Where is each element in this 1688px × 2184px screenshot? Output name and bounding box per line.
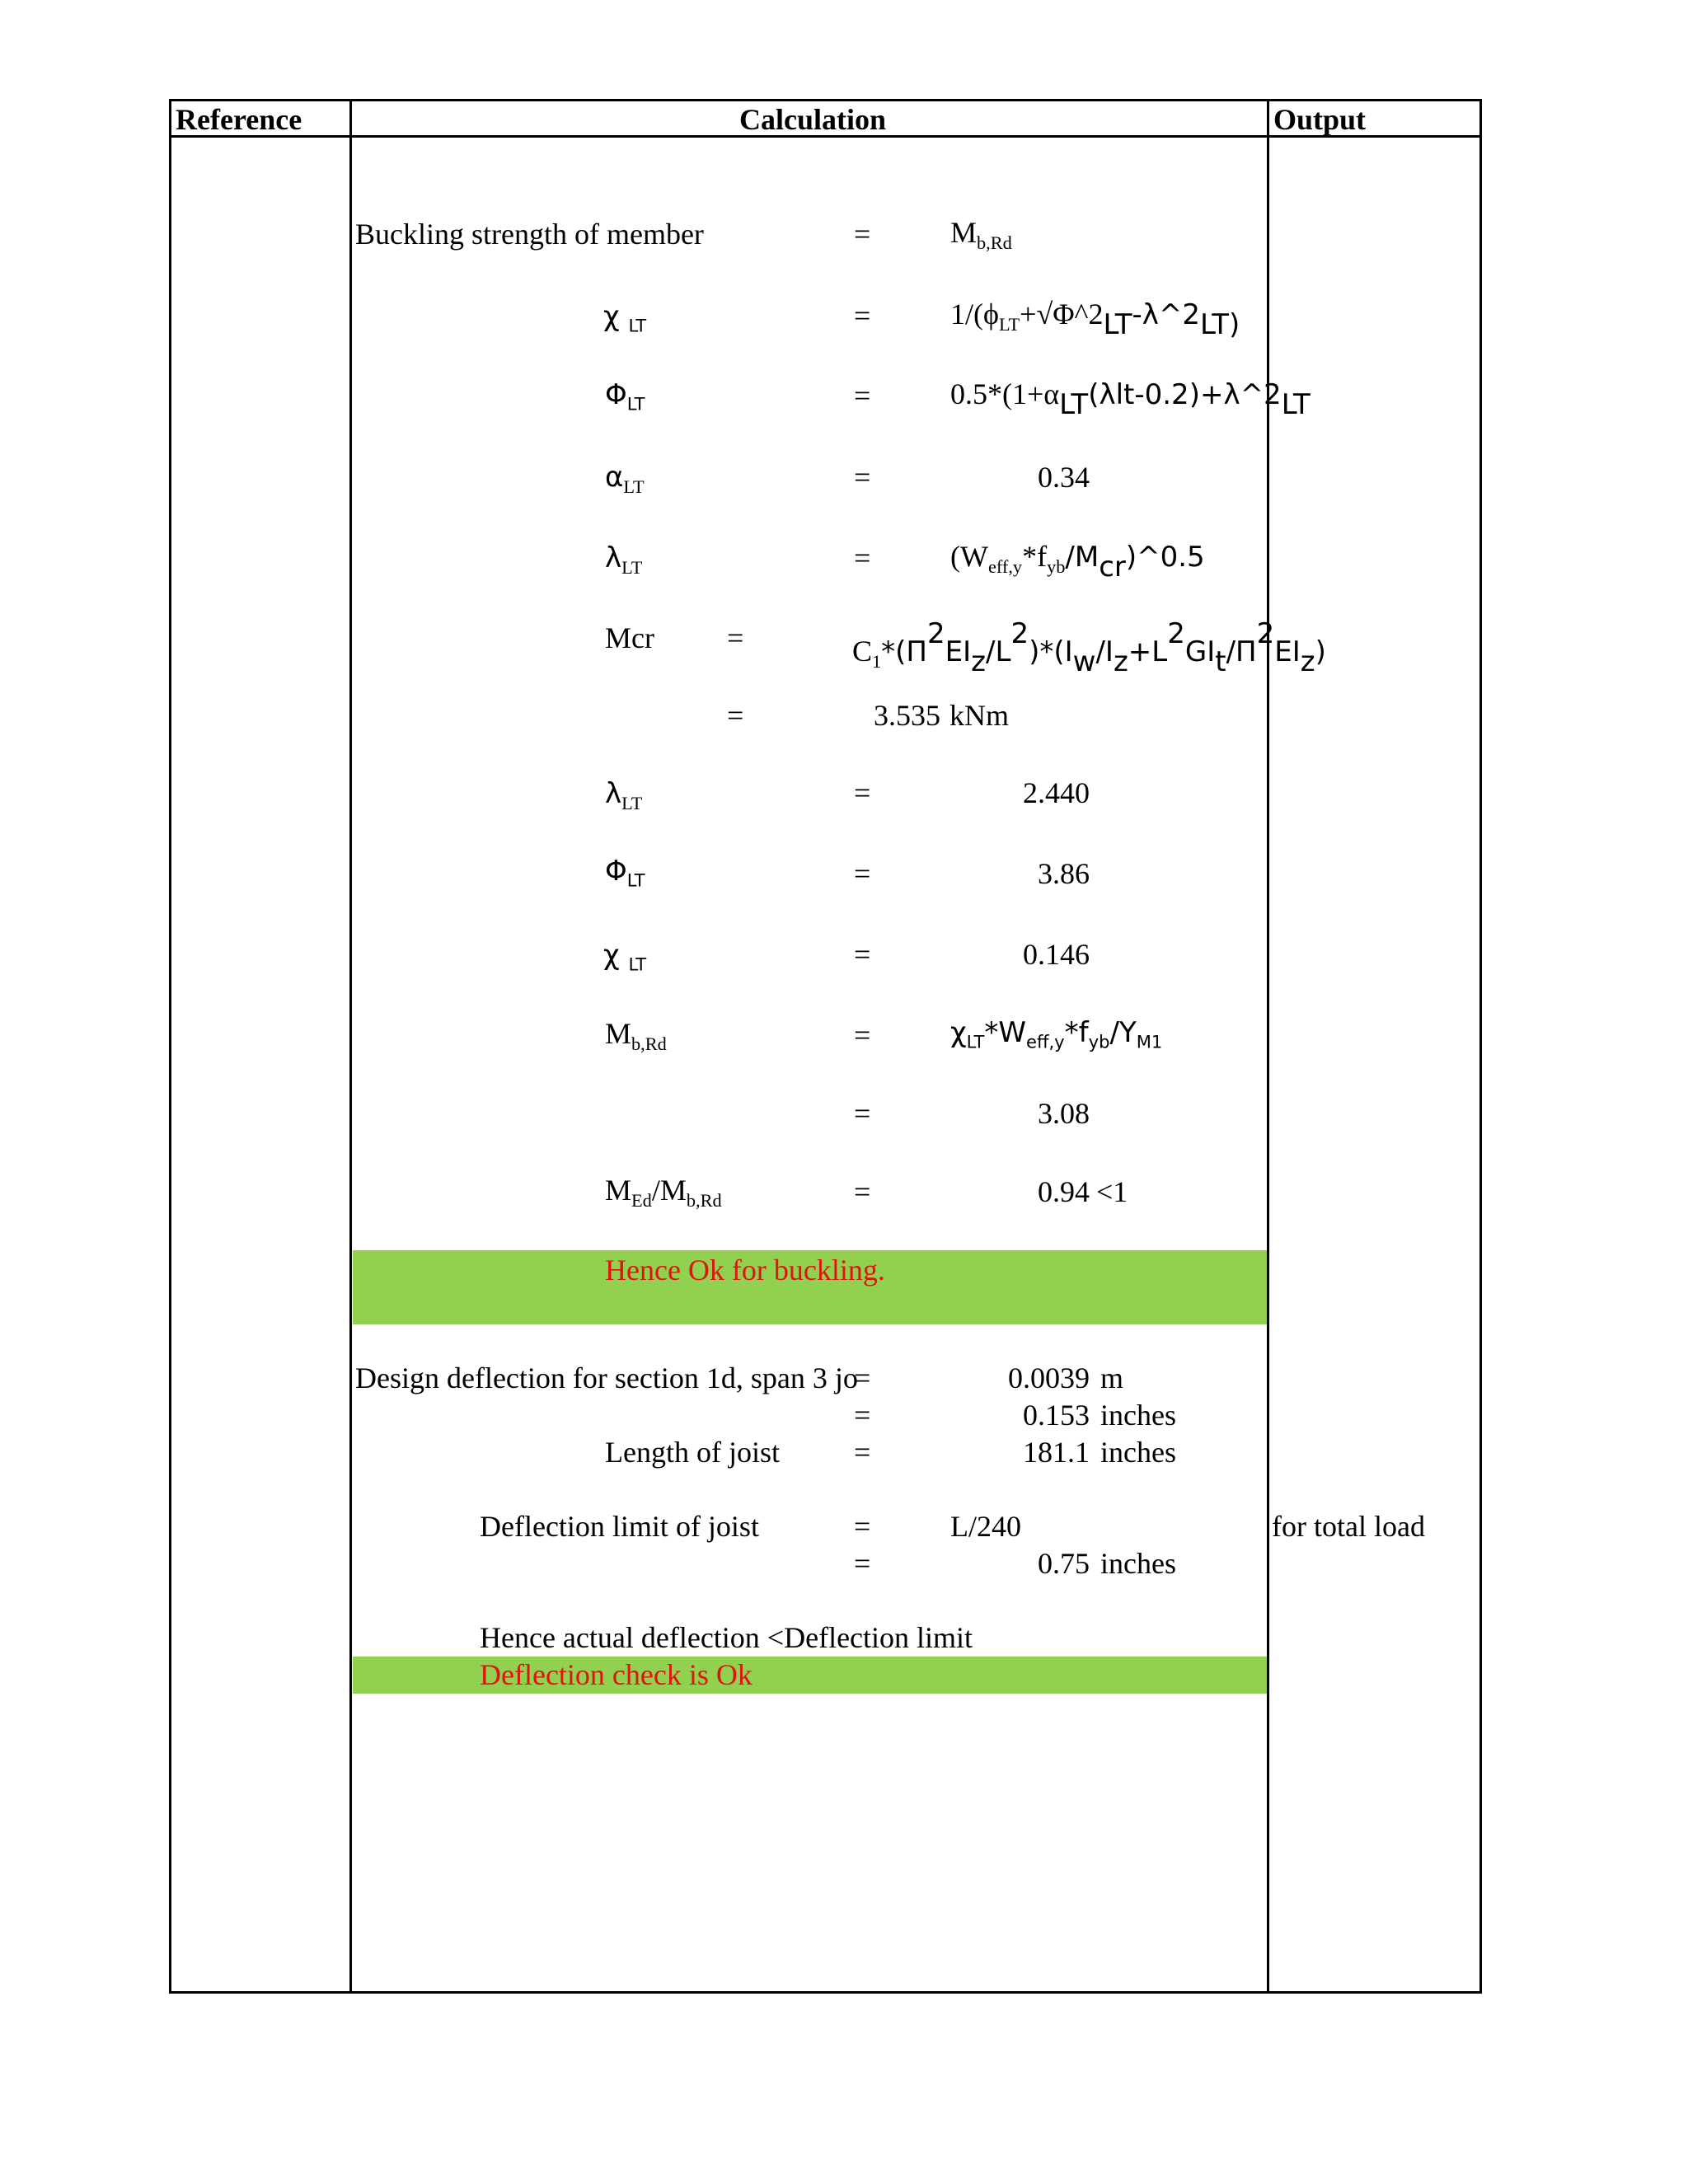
- deflection-m-value: 0.0039: [1008, 1361, 1090, 1394]
- header-calculation: Calculation: [739, 103, 887, 136]
- deflection-limit-formula: L/240: [950, 1510, 1021, 1543]
- mcr-unit: kNm: [950, 699, 1009, 732]
- joist-length-unit: inches: [1100, 1436, 1176, 1469]
- equals-sign: =: [727, 699, 744, 732]
- equals-sign: =: [854, 1175, 871, 1208]
- mcr-label: Mcr: [605, 621, 654, 654]
- table-left-border: [169, 99, 171, 1994]
- equals-sign: =: [854, 1019, 871, 1052]
- deflection-ok-message: Deflection check is Ok: [480, 1658, 753, 1691]
- equals-sign: =: [854, 299, 871, 332]
- equals-sign: =: [727, 621, 744, 654]
- deflection-in-value: 0.153: [1023, 1399, 1090, 1432]
- design-deflection-label: Design deflection for section 1d, span 3 jo: [355, 1361, 858, 1394]
- equals-sign: =: [854, 776, 871, 809]
- utilisation-ratio-compare: <1: [1096, 1175, 1128, 1208]
- equals-sign: =: [854, 218, 871, 251]
- lambda-lt-formula: $(W_{eff,y}*f_{yb}/M_{cr})\^{}0.5$: [950, 540, 1205, 583]
- mbrd-formula: $\chi_{LT}*W_{eff,y}*f_{yb}/\Upsilon_{M1}$: [950, 1016, 1163, 1052]
- mbrd-value: 3.08: [1038, 1097, 1090, 1130]
- phi-lt-formula: $0.5*(1+\alpha_{LT}(\lambda lt-0.2)+\lambda\^{}2_{LT}$: [950, 377, 1311, 421]
- table-top-border: [169, 99, 1482, 101]
- equals-sign: =: [854, 1399, 871, 1432]
- reference-column-divider: [349, 99, 352, 1994]
- alpha-lt-symbol: $\alpha_{LT}$: [605, 461, 645, 497]
- joist-length-value: 181.1: [1023, 1436, 1090, 1469]
- chi-lt-symbol: χ $_{LT}$: [603, 300, 647, 336]
- equals-sign: =: [854, 379, 871, 412]
- equals-sign: =: [854, 1361, 871, 1394]
- deflection-limit-value: 0.75: [1038, 1547, 1090, 1580]
- equals-sign: =: [854, 1547, 871, 1580]
- lambda-lt-symbol: $\lambda_{LT}$: [605, 541, 643, 578]
- output-note: for total load: [1272, 1510, 1425, 1543]
- deflection-in-unit: inches: [1100, 1399, 1176, 1432]
- joist-length-label: Length of joist: [605, 1436, 780, 1469]
- equals-sign: =: [854, 1097, 871, 1130]
- deflection-m-unit: m: [1100, 1361, 1124, 1394]
- utilisation-ratio-value: 0.94: [1038, 1175, 1090, 1208]
- buckling-strength-label: Buckling strength of member: [355, 218, 704, 251]
- buckling-ok-message: Hence Ok for buckling.: [605, 1254, 885, 1286]
- phi-lt-symbol: $\Phi_{LT}$: [605, 378, 645, 415]
- mbrd-symbol: $M_{b,Rd}$: [605, 1017, 667, 1054]
- table-bottom-border: [169, 1991, 1482, 1994]
- alpha-lt-value: 0.34: [1038, 461, 1090, 494]
- deflection-compare-text: Hence actual deflection <Deflection limit: [480, 1621, 973, 1654]
- equals-sign: =: [854, 1436, 871, 1469]
- equals-sign: =: [854, 857, 871, 890]
- mcr-formula: $C_1*(\Pi^2EI_z/L^2)*(I_w/I_z+L^2GI_t/\Pi^2EI_z)$: [852, 617, 1326, 678]
- mcr-value: 3.535: [874, 699, 940, 732]
- deflection-limit-unit: inches: [1100, 1547, 1176, 1580]
- equals-sign: =: [854, 938, 871, 971]
- utilisation-ratio-label: $M_{Ed}/M_{b,Rd}$: [605, 1174, 722, 1211]
- lambda-lt-symbol: $\lambda_{LT}$: [605, 777, 643, 813]
- mbrd-symbol: $M_{b,Rd}$: [950, 216, 1012, 253]
- lambda-lt-value: 2.440: [1023, 776, 1090, 809]
- chi-lt-symbol: χ $_{LT}$: [603, 939, 647, 975]
- equals-sign: =: [854, 461, 871, 494]
- chi-lt-value: 0.146: [1023, 938, 1090, 971]
- table-right-border: [1479, 99, 1482, 1994]
- phi-lt-value: 3.86: [1038, 857, 1090, 890]
- equals-sign: =: [854, 541, 871, 574]
- deflection-limit-label: Deflection limit of joist: [480, 1510, 759, 1543]
- header-reference: Reference: [176, 103, 302, 136]
- chi-lt-formula: $1/(\phi_{LT}+√\Phi\^{}2_{LT}-\lambda\^{}2_{LT)}$: [950, 298, 1240, 341]
- header-output: Output: [1273, 103, 1367, 136]
- equals-sign: =: [854, 1510, 871, 1543]
- phi-lt-symbol: $\Phi_{LT}$: [605, 855, 645, 891]
